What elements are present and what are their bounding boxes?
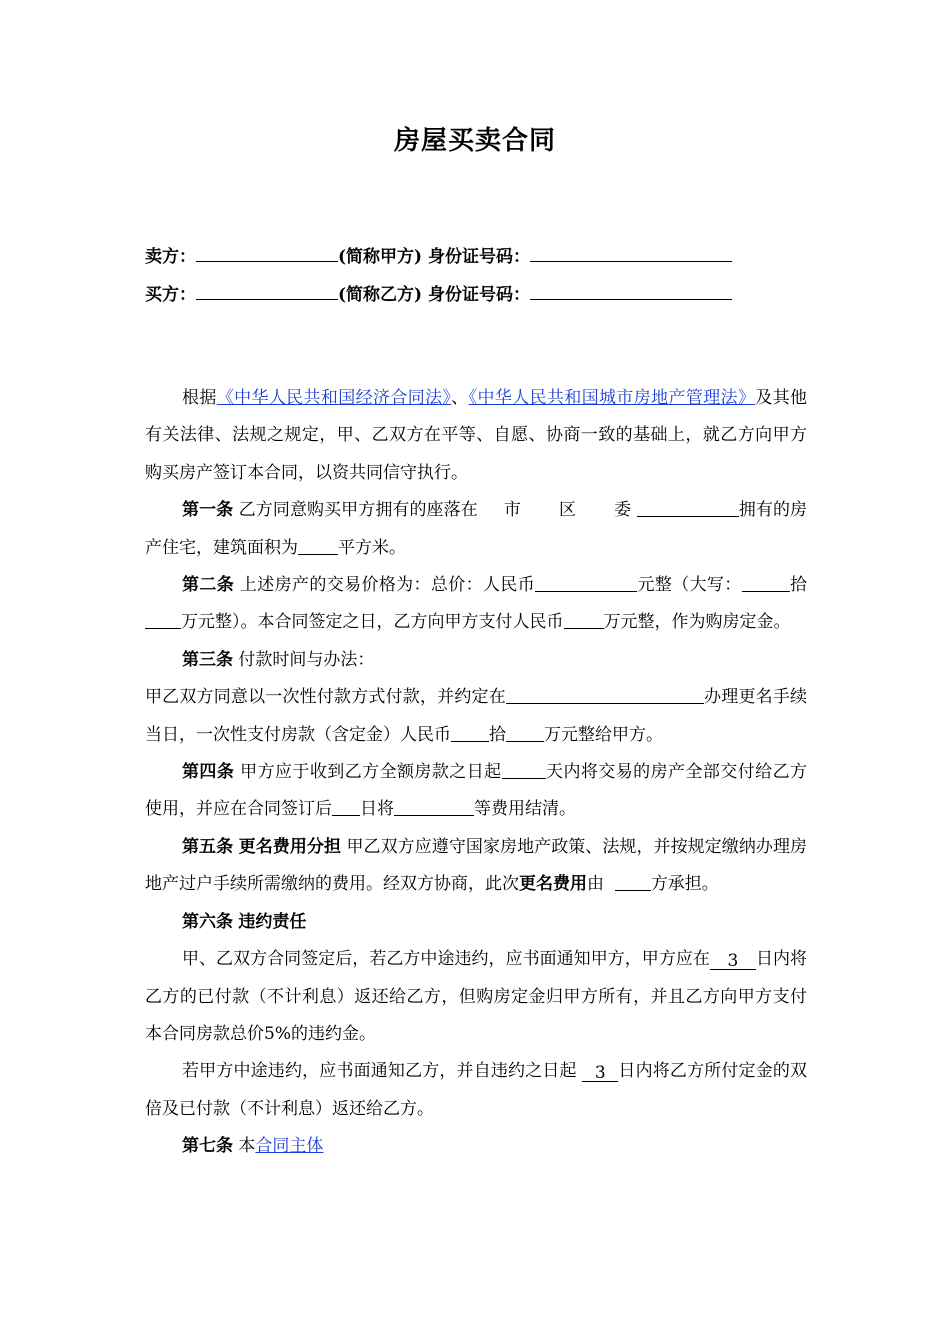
article-7-text-1: 本 xyxy=(238,1136,256,1157)
buyer-name-blank xyxy=(196,281,338,300)
article-3-text-1: 付款时间与办法： xyxy=(238,649,375,670)
article-6-p2-days: 3 xyxy=(582,1065,618,1082)
article-7 xyxy=(145,1128,807,1165)
article-6-p2-text-1: 若甲方中途违约，应书面通知乙方，并自违约之日起 xyxy=(182,1061,577,1082)
article-4-day-blank xyxy=(332,799,360,816)
article-5-bold-term: 更名费用 xyxy=(519,874,587,895)
article-3-text-5: 万元整给甲方。 xyxy=(544,724,663,745)
article-4-days-blank xyxy=(502,762,546,779)
article-4 xyxy=(145,754,807,829)
article-3-text-2: 甲乙双方同意以一次性付款方式付款，并约定在 xyxy=(145,687,506,708)
document-title: 房屋买卖合同 xyxy=(393,126,556,156)
article-2-price-blank xyxy=(535,575,637,592)
article-6-p1-days: 3 xyxy=(710,953,756,970)
seller-id-label: 身份证号码： xyxy=(428,247,531,267)
law-link-real-estate[interactable]: 《中华人民共和国城市房地产管理法》 xyxy=(468,388,756,408)
article-3-text-3: 办理更名手续当日，一次性支付房款（含定金）人民币 xyxy=(145,687,808,745)
article-5-party-blank xyxy=(615,874,651,891)
article-2-text-2: 元整（大写： xyxy=(637,575,742,596)
article-3-body xyxy=(145,679,807,754)
article-3-wan-blank xyxy=(506,725,544,742)
article-3-heading-line xyxy=(145,642,807,679)
article-4-fees-blank xyxy=(394,799,474,816)
article-1-committee: 委 xyxy=(614,500,632,521)
buyer-line xyxy=(145,280,732,305)
article-4-heading: 第四条 xyxy=(182,762,235,783)
intro-prefix: 根据 xyxy=(182,388,217,408)
article-4-text-1: 甲方应于收到乙方全额房款之日起 xyxy=(240,762,502,783)
intro-paragraph xyxy=(145,380,807,492)
article-7-heading: 第七条 xyxy=(182,1136,233,1157)
article-1-text-1: 乙方同意购买甲方拥有的座落在 xyxy=(238,500,478,521)
buyer-id-label: 身份证号码： xyxy=(428,285,531,305)
article-6-p1-text-2: 日内将乙方的已付款（不计利息）返还给乙方，但购房定金归甲方所有，并且乙方向甲方支付本合同房款总价5%的违约金。 xyxy=(145,949,808,1044)
article-5-text-1: 甲乙双方应遵守国家房地产政策、法规，并按规定缴纳办理房地产过户手续所需缴纳的费用。经双方协商，此次 xyxy=(145,836,808,895)
seller-name-blank xyxy=(196,243,338,262)
law-link-economic-contract[interactable]: 《中华人民共和国经济合同法》 xyxy=(216,388,452,408)
article-5-subheading: 更名费用分担 xyxy=(238,836,342,857)
article-1-area-blank xyxy=(298,538,338,555)
intro-text: 及其他有关法律、法规之规定，甲、乙双方在平等、自愿、协商一致的基础上，就乙方向甲方购买房产签订本合同，以资共同信守执行。 xyxy=(145,388,808,483)
article-5-text-2: 由 xyxy=(587,874,604,895)
article-4-text-2: 天内将交易的房产全部交付给乙方使用，并应在合同签订后 xyxy=(145,762,808,820)
article-1-location-blank xyxy=(637,500,739,517)
article-3-tens-blank xyxy=(451,725,489,742)
buyer-label: 买方： xyxy=(145,285,196,305)
article-5 xyxy=(145,829,807,904)
article-6-paragraph-1 xyxy=(145,941,807,1053)
buyer-abbr: (简称乙方) xyxy=(338,285,423,305)
article-1-city: 市 xyxy=(503,500,521,521)
intro-separator: 、 xyxy=(451,388,469,408)
seller-line xyxy=(145,242,732,267)
article-2-tens-blank xyxy=(742,575,790,592)
seller-id-blank xyxy=(530,243,732,262)
article-2-wan-blank xyxy=(145,612,181,629)
article-5-heading: 第五条 xyxy=(182,836,234,857)
article-2-text-3: 拾 xyxy=(789,575,808,596)
seller-abbr: (简称甲方) xyxy=(338,247,423,267)
article-2 xyxy=(145,567,807,642)
article-2-deposit-blank xyxy=(564,612,604,629)
article-5-text-3: 方承担。 xyxy=(650,874,719,895)
article-6-subheading: 违约责任 xyxy=(238,911,307,932)
article-2-heading: 第二条 xyxy=(182,575,235,596)
article-3-text-4: 拾 xyxy=(489,724,506,745)
seller-label: 卖方： xyxy=(145,247,196,267)
contract-subject-link[interactable]: 合同主体 xyxy=(255,1136,324,1157)
article-1-text-3: 平方米。 xyxy=(338,537,406,558)
article-6-paragraph-2 xyxy=(145,1053,807,1128)
contract-body xyxy=(145,380,807,1166)
article-6-heading-line xyxy=(145,904,807,941)
article-2-text-1: 上述房产的交易价格为：总价：人民币 xyxy=(239,575,536,596)
article-1-text-2: 拥有的房产住宅，建筑面积为 xyxy=(145,500,808,558)
article-3-heading: 第三条 xyxy=(182,649,233,670)
article-2-text-5: 万元整，作为购房定金。 xyxy=(603,612,791,633)
article-1-district: 区 xyxy=(558,500,577,521)
article-4-text-3: 日将 xyxy=(360,799,394,820)
article-1 xyxy=(145,492,807,567)
article-3-date-blank xyxy=(506,687,704,704)
article-4-text-4: 等费用结清。 xyxy=(474,799,576,820)
article-2-text-4: 万元整）。本合同签定之日，乙方向甲方支付人民币 xyxy=(181,612,564,633)
article-6-p1-text-1: 甲、乙双方合同签定后，若乙方中途违约，应书面通知甲方，甲方应在 xyxy=(182,949,710,970)
buyer-id-blank xyxy=(530,281,732,300)
article-6-heading: 第六条 xyxy=(182,911,233,932)
article-1-heading: 第一条 xyxy=(182,500,234,521)
article-6-p2-text-2: 日内将乙方所付定金的双倍及已付款（不计利息）返还给乙方。 xyxy=(145,1061,808,1119)
